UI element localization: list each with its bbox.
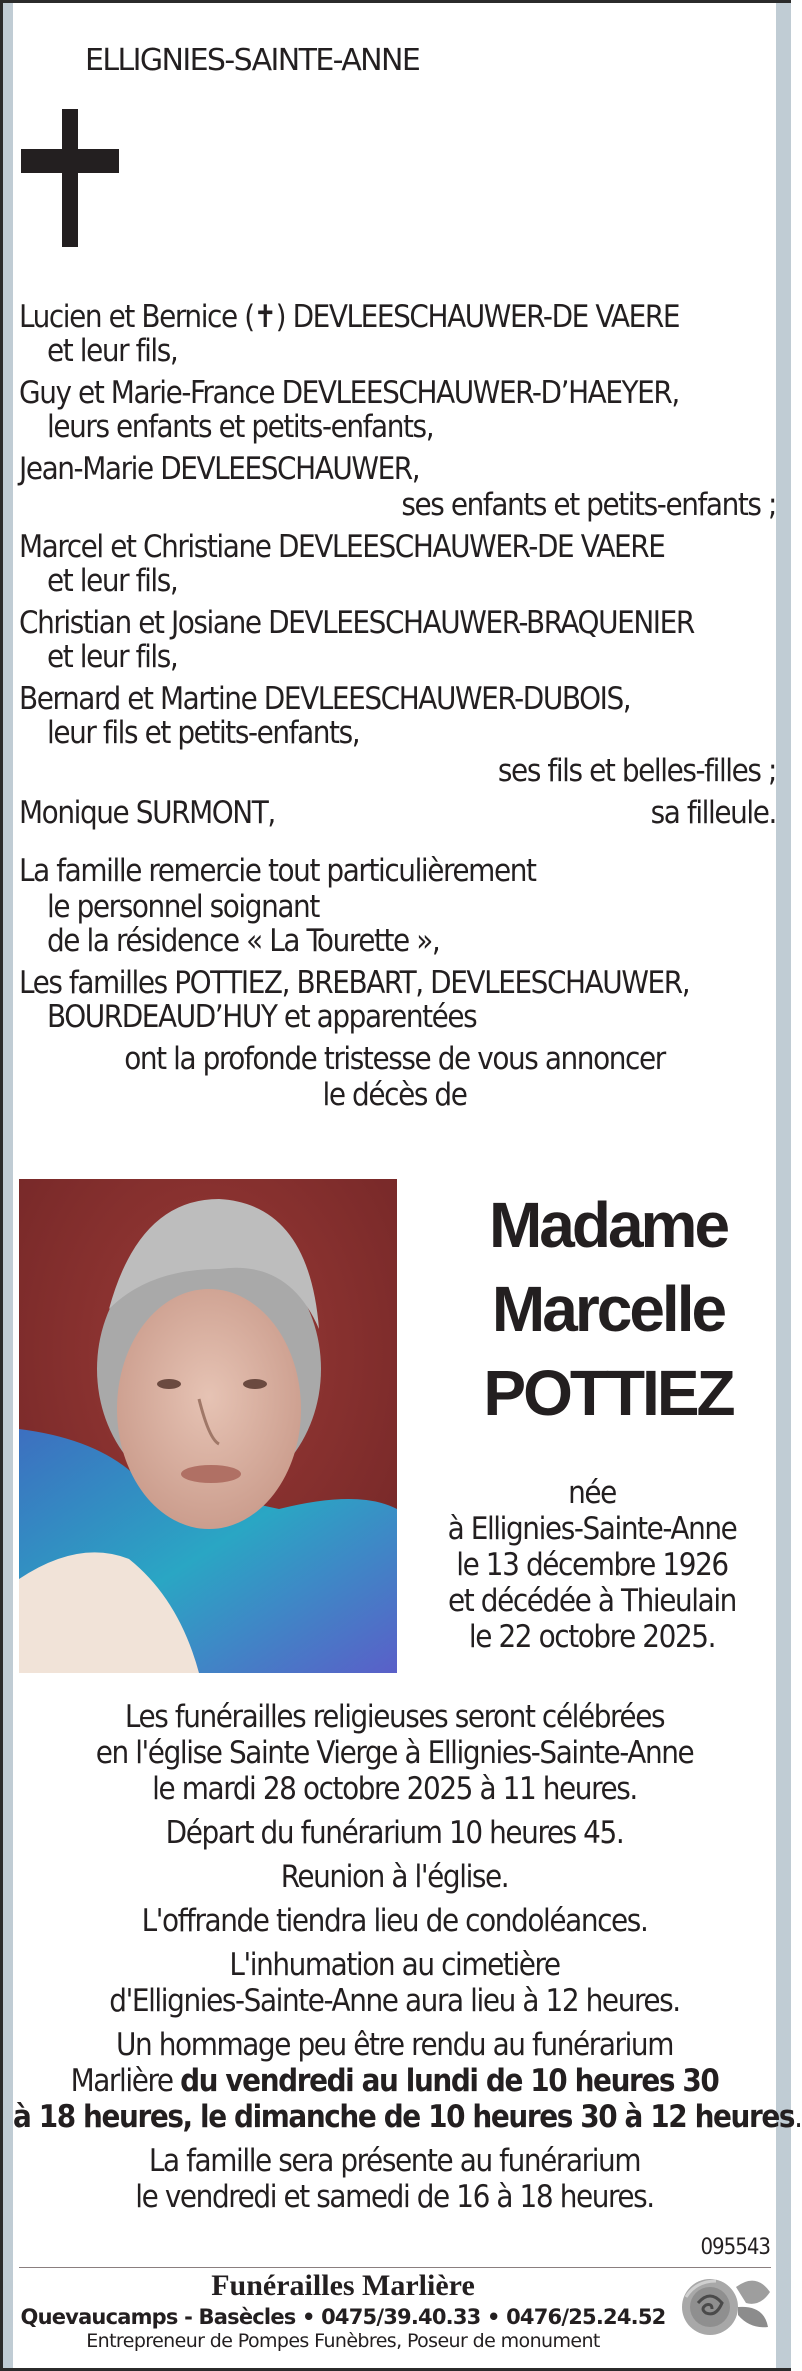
announce-line: ont la profonde tristesse de vous annoncer (124, 1041, 665, 1077)
deceased-last-name: POTTIEZ (483, 1357, 733, 1429)
bio-line: et décédée à Thieulain (448, 1583, 736, 1619)
family-line-right: ses enfants et petits-enfants ; (401, 487, 776, 523)
firm-tagline: Entrepreneur de Pompes Funèbres, Poseur de monument (86, 2330, 600, 2352)
family-line: Marcel et Christiane DEVLEESCHAUWER-DE VAERE (19, 529, 665, 565)
family-line: Bernard et Martine DEVLEESCHAUWER-DUBOIS, (19, 681, 631, 717)
family-line: et leur fils, (47, 563, 178, 599)
family-line: Christian et Josiane DEVLEESCHAUWER-BRAQUENIER (19, 605, 694, 641)
frame-strip-right (776, 3, 791, 2368)
family-line: Lucien et Bernice (✝) DEVLEESCHAUWER-DE VAERE (19, 299, 680, 335)
family-line: et leur fils, (47, 639, 178, 675)
departure-line: Départ du funérarium 10 heures 45. (165, 1815, 624, 1851)
bio-line: née (568, 1475, 616, 1511)
tribute-plain: Marlière (70, 2063, 181, 2099)
bio-line: le 13 décembre 1926 (456, 1547, 728, 1583)
tribute-hours: à 18 heures, le dimanche de 10 heures 30 à 12 heures (13, 2099, 795, 2135)
cross-icon-horizontal (21, 149, 119, 173)
offering-line: L'offrande tiendra lieu de condoléances. (141, 1903, 648, 1939)
tribute-hours: du vendredi au lundi de 10 heures 30 (180, 2063, 719, 2099)
frame-strip-left (3, 3, 13, 2368)
tribute-line (13, 2063, 776, 2099)
tribute-line: Un hommage peu être rendu au funérarium (116, 2027, 673, 2063)
meeting-line: Reunion à l'église. (280, 1859, 509, 1895)
deceased-first-name: Marcelle (491, 1273, 725, 1345)
family-line: Jean-Marie DEVLEESCHAUWER, (19, 451, 420, 487)
tribute-line (13, 2099, 802, 2135)
family-line: Guy et Marie-France DEVLEESCHAUWER-D’HAEYER, (19, 375, 679, 411)
family-line-right: sa filleule. (650, 795, 776, 831)
announce-line: le décès de (322, 1077, 467, 1113)
reference-number: 095543 (700, 2235, 770, 2260)
footer-divider (19, 2267, 771, 2268)
funeral-line: Les funérailles religieuses seront célébrées (124, 1699, 665, 1735)
family-line: leur fils et petits-enfants, (47, 715, 360, 751)
family-line-right: ses fils et belles-filles ; (497, 753, 776, 789)
town-heading: ELLIGNIES-SAINTE-ANNE (85, 43, 420, 78)
presence-line: La famille sera présente au funérarium (148, 2143, 641, 2179)
family-line: Les familles POTTIEZ, BREBART, DEVLEESCHAUWER, (19, 965, 690, 1001)
burial-line: d'Ellignies-Sainte-Anne aura lieu à 12 heures. (109, 1983, 680, 2019)
family-line: Monique SURMONT, (19, 795, 275, 831)
rose-icon (676, 2267, 772, 2345)
burial-line: L'inhumation au cimetière (229, 1947, 560, 1983)
family-line: BOURDEAUD’HUY et apparentées (47, 999, 477, 1035)
family-line: et leur fils, (47, 333, 178, 369)
presence-line: le vendredi et samedi de 16 à 18 heures. (135, 2179, 654, 2215)
deceased-photo (19, 1179, 397, 1673)
firm-contact: Quevaucamps - Basècles • 0475/39.40.33 • 0476/25.24.52 (20, 2305, 666, 2329)
tribute-end: . (794, 2099, 802, 2135)
thanks-line: La famille remercie tout particulièrement (19, 853, 536, 889)
thanks-line: de la résidence « La Tourette », (47, 923, 440, 959)
cross-icon-vertical (62, 109, 78, 247)
bio-line: le 22 octobre 2025. (468, 1619, 716, 1655)
death-notice (13, 3, 802, 2368)
family-line: leurs enfants et petits-enfants, (47, 409, 434, 445)
funeral-line: le mardi 28 octobre 2025 à 11 heures. (152, 1771, 637, 1807)
thanks-line: le personnel soignant (47, 889, 319, 925)
deceased-title: Madame (488, 1189, 728, 1261)
firm-name: Funérailles Marlière (211, 2269, 475, 2302)
bio-line: à Ellignies-Sainte-Anne (447, 1511, 737, 1547)
funeral-line: en l'église Sainte Vierge à Ellignies-Sainte-Anne (95, 1735, 694, 1771)
